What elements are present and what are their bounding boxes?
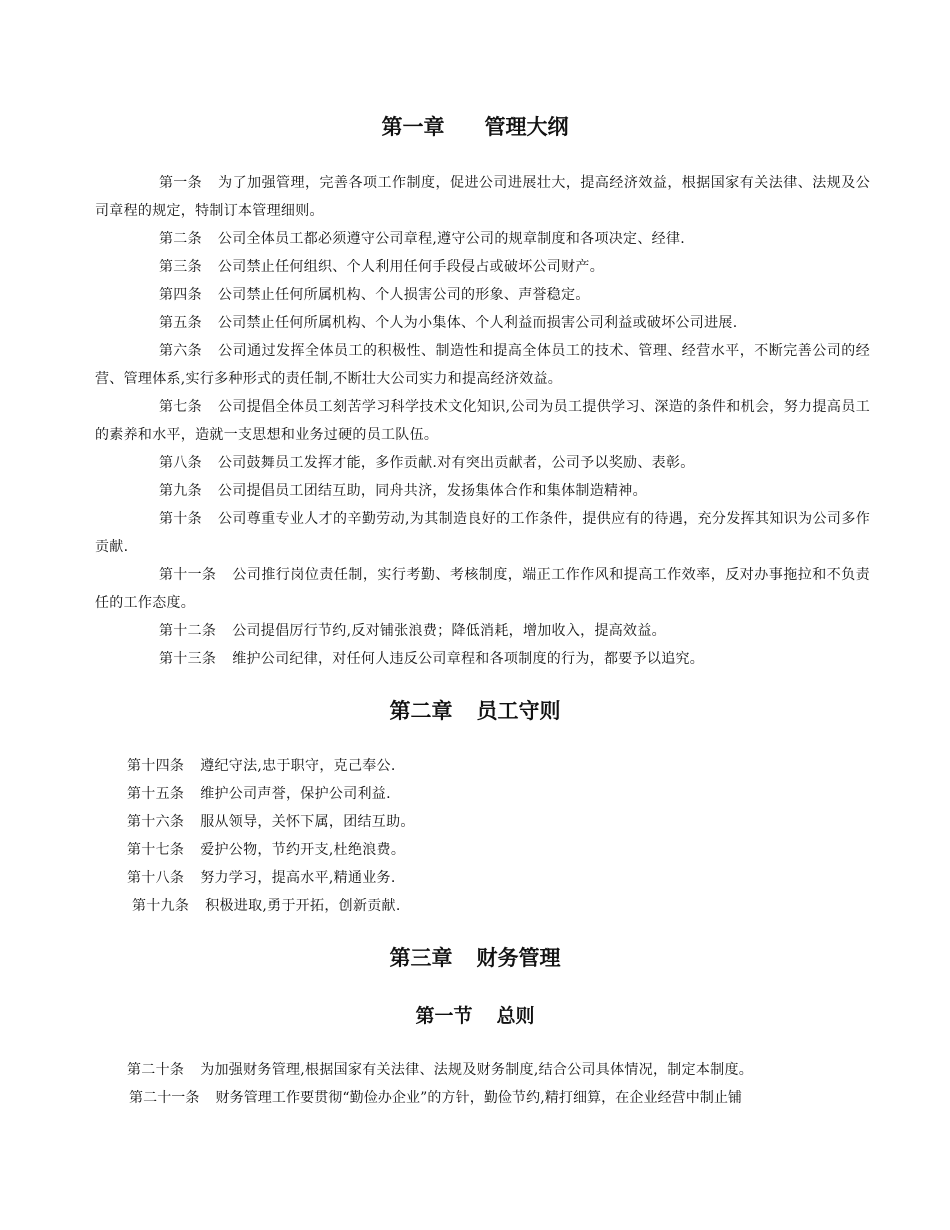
article: [95, 169, 870, 225]
article-text: 积极进取,勇于开拓，创新贡献.: [205, 898, 401, 914]
article-text: 公司提倡厉行节约,反对铺张浪费；降低消耗，增加收入，提高效益。: [232, 623, 666, 639]
article: [95, 645, 870, 673]
article: [127, 864, 396, 892]
chapter-number: 第一章: [381, 115, 445, 139]
article-number: 第二条: [159, 231, 202, 247]
article-text: 公司推行岗位责任制，实行考勤、考核制度，端正工作作风和提高工作效率，反对办事拖拉和不负责任的工作态度。: [95, 567, 870, 611]
article-number: 第九条: [159, 483, 202, 499]
article: [127, 752, 396, 780]
article-text: 公司提倡员工团结互助，同舟共济，发扬集体合作和集体制造精神。: [217, 483, 647, 499]
article-text: 公司禁止任何所属机构、个人损害公司的形象、声誉稳定。: [217, 287, 590, 303]
article-text: 为了加强管理，完善各项工作制度，促进公司进展壮大，提高经济效益，根据国家有关法律、法规及公司章程的规定，特制订本管理细则。: [95, 175, 870, 219]
article-text: 服从领导，关怀下属，团结互助。: [200, 814, 415, 830]
article-text: 努力学习，提高水平,精通业务.: [200, 870, 396, 886]
article-text: 公司禁止任何组织、个人利用任何手段侵占或破坏公司财产。: [217, 259, 605, 275]
chapter-title: 财务管理: [476, 946, 561, 970]
article-text: 公司提倡全体员工刻苦学习科学技术文化知识,公司为员工提供学习、深造的条件和机会，努力提高员工的素养和水平，造就一支思想和业务过硬的员工队伍。: [95, 399, 870, 443]
article: [95, 449, 870, 477]
article-number: 第十四条: [127, 758, 185, 774]
article: [95, 309, 870, 337]
article-text: 公司禁止任何所属机构、个人为小集体、个人利益而损害公司利益或破坏公司进展.: [217, 315, 738, 331]
chapter-heading: [0, 943, 950, 973]
article-text: 公司通过发挥全体员工的积极性、制造性和提高全体员工的技术、管理、经营水平，不断完善公司的经营、管理体系,实行多种形式的责任制,不断壮大公司实力和提高经济效益。: [95, 343, 870, 387]
article-number: 第一条: [159, 175, 202, 191]
article: [95, 505, 870, 561]
article-text: 爱护公物，节约开支,杜绝浪费。: [200, 842, 406, 858]
section-heading: [0, 1002, 950, 1030]
article-number: 第十八条: [127, 870, 185, 886]
article-number: 第十三条: [159, 651, 217, 667]
article-number: 第七条: [159, 399, 202, 415]
article-number: 第十条: [159, 511, 202, 527]
chapter-title: 员工守则: [476, 699, 561, 723]
chapter-number: 第三章: [389, 946, 453, 970]
article: [95, 393, 870, 449]
article-text: 遵纪守法,忠于职守，克己奉公.: [200, 758, 396, 774]
article-number: 第十五条: [127, 786, 185, 802]
article: [95, 617, 870, 645]
article-number: 第五条: [159, 315, 202, 331]
article-text: 公司尊重专业人才的辛勤劳动,为其制造良好的工作条件，提供应有的待遇，充分发挥其知识为公司多作贡献.: [95, 511, 870, 555]
article-number: 第十二条: [159, 623, 217, 639]
article: [127, 780, 391, 808]
article: [95, 281, 870, 309]
article: [95, 337, 870, 393]
article-text: 公司全体员工都必须遵守公司章程,遵守公司的规章制度和各项决定、经律.: [217, 231, 686, 247]
section-number: 第一节: [415, 1005, 473, 1027]
article: [127, 808, 415, 836]
article: [95, 477, 870, 505]
article-number: 第八条: [159, 455, 202, 471]
article-text: 维护公司声誉，保护公司利益.: [200, 786, 391, 802]
article-text: 维护公司纪律，对任何人违反公司章程和各项制度的行为，都要予以追究。: [232, 651, 705, 667]
article: [127, 1056, 753, 1084]
article: [95, 561, 870, 617]
article-number: 第三条: [159, 259, 202, 275]
article-number: 第四条: [159, 287, 202, 303]
article: [132, 892, 401, 920]
article-number: 第十一条: [159, 567, 217, 583]
article-number: 第六条: [159, 343, 202, 359]
article-number: 第十九条: [132, 898, 190, 914]
article-number: 第二十条: [127, 1062, 185, 1078]
chapter-number: 第二章: [389, 699, 453, 723]
chapter-heading: [0, 112, 950, 142]
article-text: 公司鼓舞员工发挥才能，多作贡献.对有突出贡献者，公司予以奖励、表彰。: [217, 455, 695, 471]
chapter-heading: [0, 696, 950, 726]
article: [127, 836, 405, 864]
section-title: 总则: [496, 1005, 535, 1027]
article-number: 第二十一条: [129, 1090, 200, 1106]
article-number: 第十七条: [127, 842, 185, 858]
article-text: 财务管理工作要贯彻“勤俭办企业”的方针，勤俭节约,精打细算，在企业经营中制止铺: [215, 1090, 743, 1106]
article-number: 第十六条: [127, 814, 185, 830]
chapter-title: 管理大纲: [484, 115, 569, 139]
article: [95, 225, 870, 253]
article: [129, 1084, 742, 1112]
article-text: 为加强财务管理,根据国家有关法律、法规及财务制度,结合公司具体情况，制定本制度。: [200, 1062, 754, 1078]
article: [95, 253, 870, 281]
